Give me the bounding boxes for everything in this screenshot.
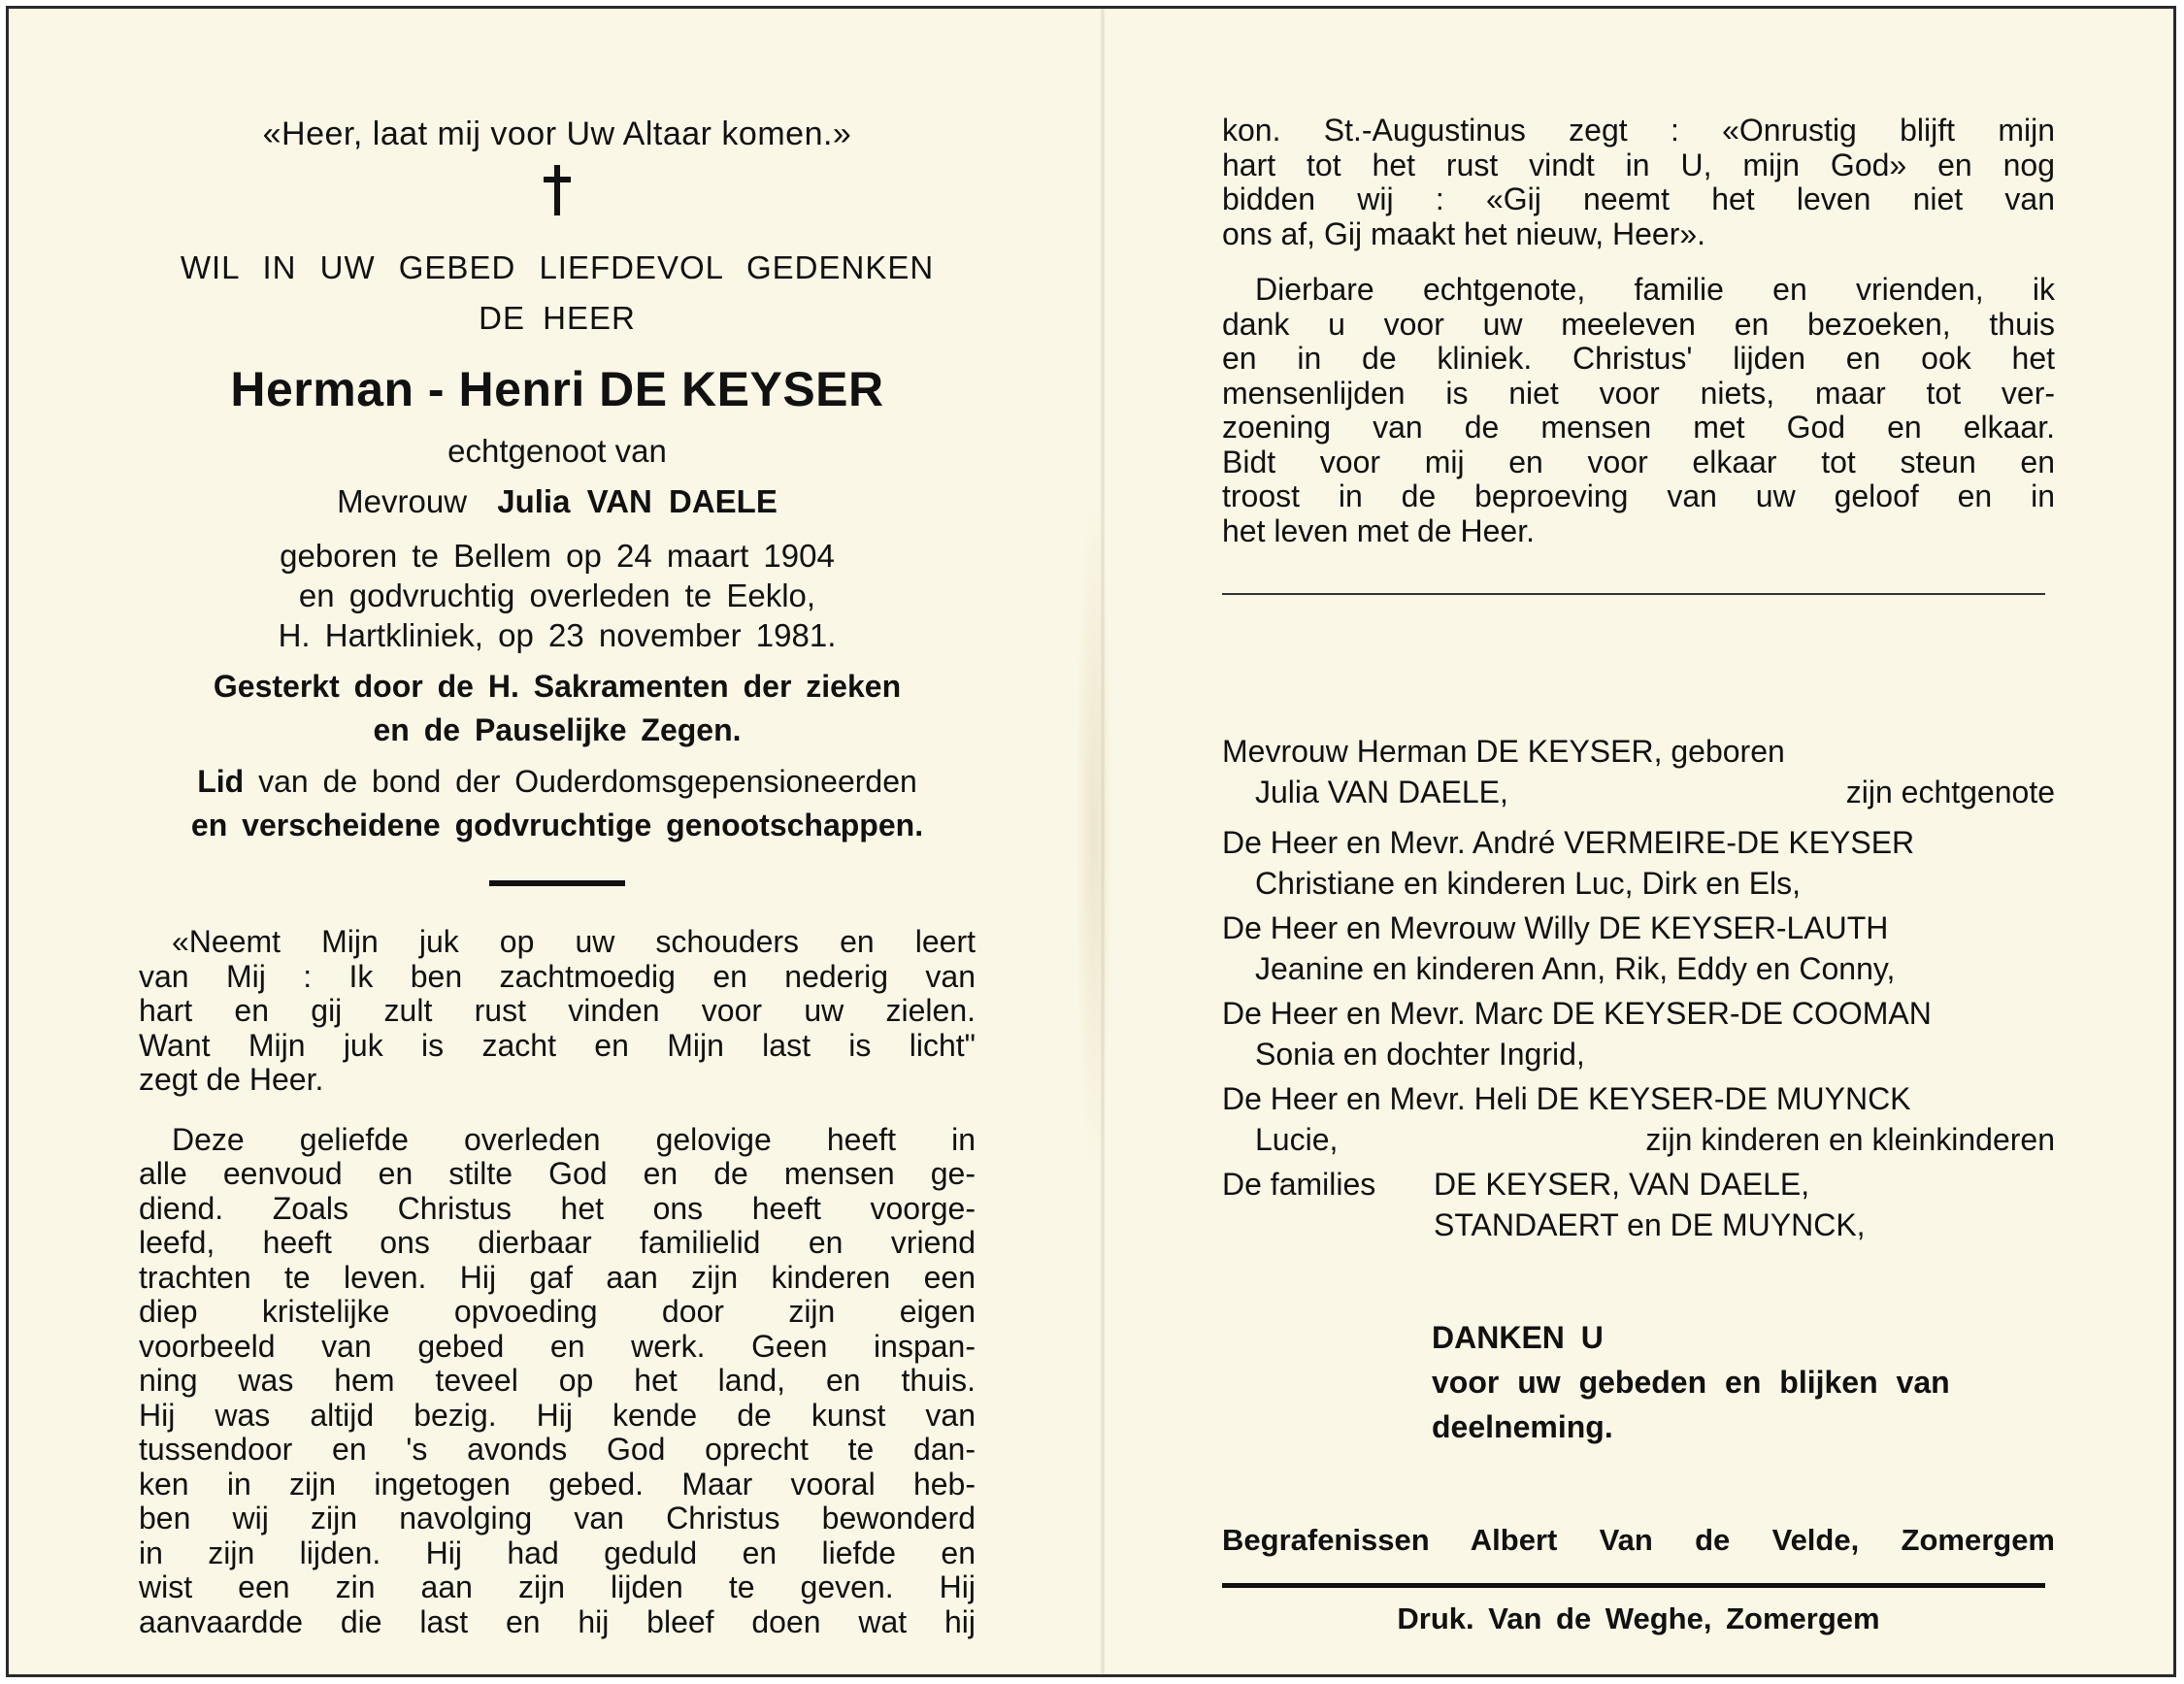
augustine-line: ons af, Gij maakt het nieuw, Heer». [1222,215,1706,251]
gratitude-line: mensenlijden is niet voor niets, maar tot ver- [1222,375,2055,411]
birth-line: geboren te Bellem op 24 maart 1904 [280,538,835,574]
membership-line-1 [139,760,976,804]
membership-rest: van de bond der Ouderdomsgepensioneerden [258,764,917,799]
eulogy-line: Hij was altijd bezig. Hij kende de kunst van [139,1397,976,1433]
family-entry-5 [1222,1078,2055,1160]
relation-label: zijn echtgenote [1845,775,2055,809]
funeral-director: Begrafenissen Albert Van de Velde, Zomergem [1222,1523,2055,1557]
family-line [1222,1119,2055,1160]
heading-line-1: WIL IN UW GEBED LIEFDEVOL GEDENKEN [180,249,935,285]
gratitude-line: en in de kliniek. Christus' lijden en ook het [1222,341,2055,376]
divider-thin [1222,593,2045,595]
scripture-line: Want Mijn juk is zacht en Mijn last is licht" [139,1027,976,1063]
spouse-name: Julia VAN DAELE [497,483,778,519]
thanks-line-3: deelneming. [1432,1409,1613,1444]
family-line: De Heer en Mevr. Heli DE KEYSER-DE MUYNCK [1222,1081,1911,1116]
scripture-line: zegt de Heer. [139,1062,324,1097]
gratitude-line: Bidt voor mij en voor elkaar tot steun en [1222,444,2055,479]
memorial-card [6,6,2176,1677]
eulogy-line: trachten te leven. Hij gaf aan zijn kinderen een [139,1259,976,1295]
eulogy-line: ben wij zijn navolging van Christus bewonderd [139,1501,976,1535]
family-line: De Heer en Mevrouw Willy DE KEYSER-LAUTH [1222,910,1889,945]
augustine-quote [1222,114,2055,251]
eulogy-line: alle eenvoud en stilte God en de mensen ge- [139,1156,976,1191]
membership-block [139,760,976,847]
eulogy-line: aanvaardde die last en hij bleef doen wat hij [139,1603,976,1639]
thanks-line-1: DANKEN U [1432,1320,1604,1355]
deceased-name: Herman - Henri DE KEYSER [230,362,884,416]
family-line: Christiane en kinderen Luc, Dirk en Els, [1255,866,1802,901]
family-line [1222,772,2055,812]
relation-label: zijn kinderen en kleinkinderen [1645,1122,2055,1157]
spouse-of-label: echtgenoot van [447,433,667,469]
eulogy-line: diend. Zoals Christus het ons heeft voorge- [139,1190,976,1226]
family-name: Lucie, [1255,1122,1339,1157]
family-entry-1 [1222,731,2055,812]
spouse-prefix: Mevrouw [337,483,468,519]
gratitude-paragraph [1222,273,2055,548]
sacraments-line-1: Gesterkt door de H. Sakramenten der zieken [213,669,902,704]
death-line-1: en godvruchtig overleden te Eeklo, [298,578,816,613]
eulogy-line: Deze geliefde overleden gelovige heeft in [172,1121,976,1157]
printer-credit: Druk. Van de Weghe, Zomergem [1397,1601,1880,1635]
paper-stain [1075,494,1113,1173]
birth-death-block [139,536,976,655]
eulogy [139,1123,976,1640]
heading-line-2: DE HEER [479,300,636,336]
augustine-line: bidden wij : «Gij neemt het leven niet van [1222,182,2055,216]
left-panel [139,114,976,1639]
thanks-block [1222,1315,2055,1449]
augustine-line: kon. St.-Augustinus zegt : «Onrustig blijft mijn [1222,113,2055,148]
scripture-quote [139,925,976,1098]
family-entry-3 [1222,908,2055,989]
right-panel [1222,114,2055,1636]
eulogy-line: ken in zijn ingetogen gebed. Maar vooral heb- [139,1466,976,1502]
eulogy-line: wist een zin aan zijn lijden te geven. Hij [139,1569,976,1604]
sacraments-block [139,665,976,752]
family-entry-6 [1222,1164,2055,1245]
membership-word: Lid [197,764,245,799]
family-list [1222,731,2055,1245]
eulogy-line: in zijn lijden. Hij had geduld en liefde en [139,1535,976,1570]
scripture-line: «Neemt Mijn juk op uw schouders en leert [172,924,976,959]
gratitude-line: Dierbare echtgenote, familie en vrienden, ik [1255,272,2055,307]
family-line: De Heer en Mevr. Marc DE KEYSER-DE COOMAN [1222,996,1932,1031]
family-line: Sonia en dochter Ingrid, [1255,1037,1585,1072]
cross-icon [538,163,577,217]
thanks-line-2: voor uw gebeden en blijken van [1432,1365,1950,1400]
scripture-line: van Mij : Ik ben zachtmoedig en nederig van [139,958,976,994]
families-label: De families [1222,1167,1376,1202]
family-line: De Heer en Mevr. André VERMEIRE-DE KEYSER [1222,825,1915,860]
family-entry-2 [1222,822,2055,904]
eulogy-line: voorbeeld van gebed en werk. Geen inspan- [139,1328,976,1364]
eulogy-line: diep kristelijke opvoeding door zijn eigen [139,1294,976,1329]
family-line: STANDAERT en DE MUYNCK, [1434,1207,1866,1242]
families-names-1: DE KEYSER, VAN DAELE, [1434,1167,1810,1202]
death-line-2: H. Hartkliniek, op 23 november 1981. [278,617,837,653]
augustine-line: hart tot het rust vindt in U, mijn God» en nog [1222,147,2055,182]
opening-quote: «Heer, laat mij voor Uw Altaar komen.» [262,116,852,152]
family-line: Mevrouw Herman DE KEYSER, geboren [1222,734,1785,769]
gratitude-line: het leven met de Heer. [1222,512,1535,548]
family-line [1222,1164,2055,1205]
scripture-line: hart en gij zult rust vinden voor uw zielen. [139,993,976,1028]
eulogy-line: ning was hem teveel op het land, en thuis. [139,1363,976,1398]
gratitude-line: zoening van de mensen met God en elkaar. [1222,410,2055,445]
divider-short [489,880,625,886]
gratitude-line: dank u voor uw meeleven en bezoeken, thuis [1222,306,2055,342]
sacraments-line-2: en de Pauselijke Zegen. [373,712,742,747]
eulogy-line: tussendoor en 's avonds God oprecht te dan- [139,1432,976,1467]
family-line: Jeanine en kinderen Ann, Rik, Eddy en Conny, [1255,951,1896,986]
membership-line-2: en verscheidene godvruchtige genootschappen. [190,808,924,842]
gratitude-line: troost in de beproeving van uw geloof en in [1222,479,2055,513]
family-entry-4 [1222,993,2055,1074]
remembrance-heading [139,243,976,344]
divider-thick [1222,1583,2045,1588]
eulogy-line: leefd, heeft ons dierbaar familielid en vriend [139,1225,976,1260]
spouse-maiden-name: Julia VAN DAELE, [1255,775,1508,809]
spouse-line [139,479,976,524]
